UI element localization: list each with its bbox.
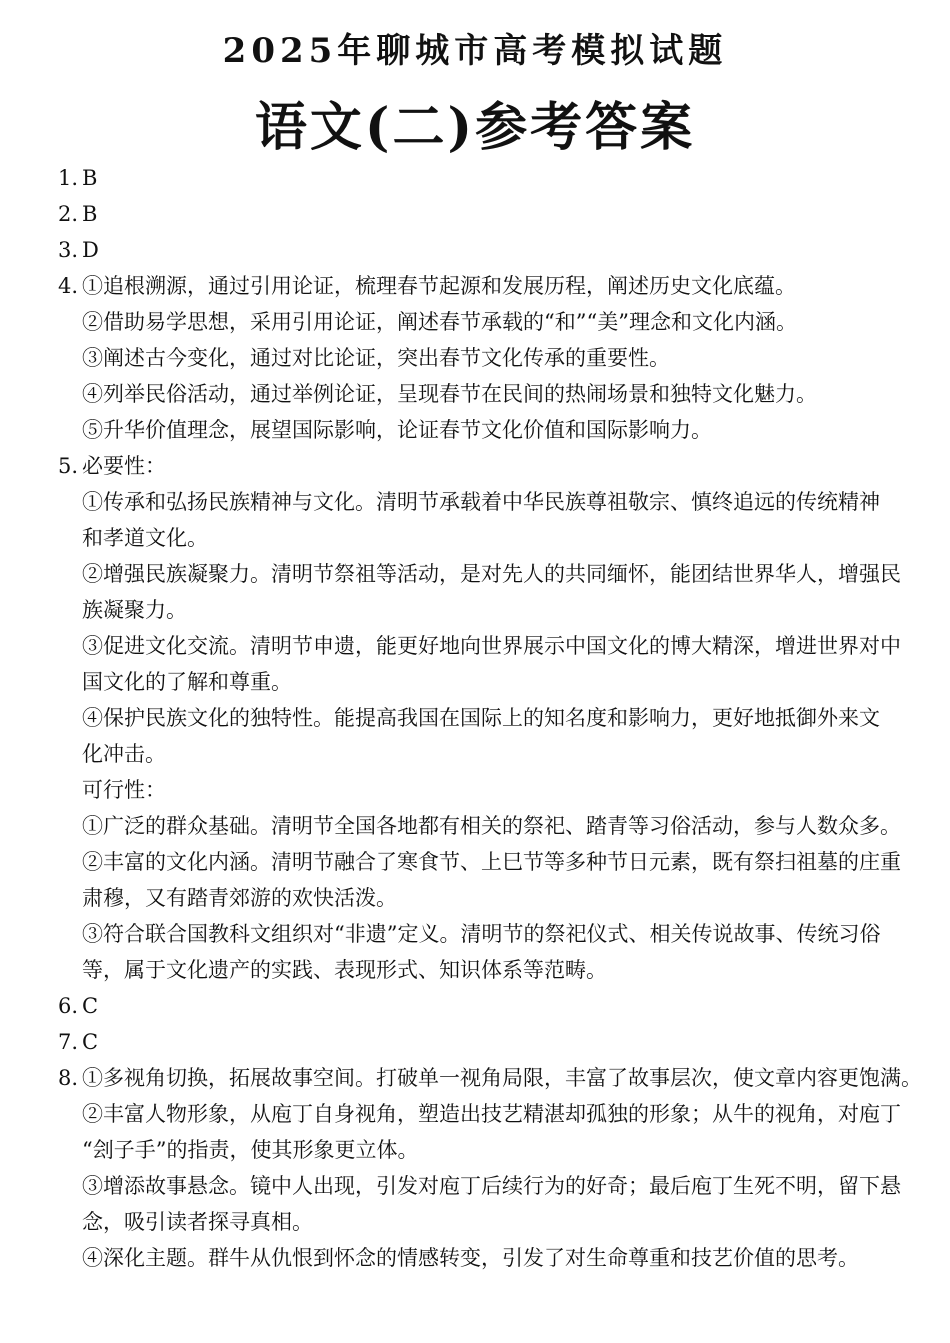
answer-line: 国文化的了解和尊重。 bbox=[82, 670, 292, 694]
answer-line: 族凝聚力。 bbox=[82, 598, 187, 622]
answer-line: ②增强民族凝聚力。清明节祭祖等活动，是对先人的共同缅怀，能团结世界华人，增强民 bbox=[82, 562, 901, 586]
answer-line: ③增添故事悬念。镜中人出现，引发对庖丁后续行为的好奇；最后庖丁生死不明，留下悬 bbox=[82, 1174, 901, 1198]
answer-line: ②丰富的文化内涵。清明节融合了寒食节、上巳节等多种节日元素，既有祭扫祖墓的庄重 bbox=[82, 850, 901, 874]
question-number: 3. bbox=[58, 238, 79, 262]
answer-line: ③符合联合国教科文组织对“非遗”定义。清明节的祭祀仪式、相关传说故事、传统习俗 bbox=[82, 922, 881, 946]
answer-line: ④保护民族文化的独特性。能提高我国在国际上的知名度和影响力，更好地抵御外来文 bbox=[82, 706, 880, 730]
answer-line: ①传承和弘扬民族精神与文化。清明节承载着中华民族尊祖敬宗、慎终追远的传统精神 bbox=[82, 490, 880, 514]
question-number: 7. bbox=[58, 1030, 79, 1054]
answer-item-5 bbox=[58, 448, 928, 988]
answer-key-title: 语文(二)参考答案 bbox=[254, 97, 696, 158]
answer-text: C bbox=[82, 994, 99, 1018]
answer-item-7 bbox=[58, 1024, 928, 1060]
question-number: 5. bbox=[58, 454, 79, 478]
answer-line: ①追根溯源，通过引用论证，梳理春节起源和发展历程，阐述历史文化底蕴。 bbox=[82, 274, 796, 298]
answer-line: 肃穆，又有踏青郊游的欢快活泼。 bbox=[82, 886, 397, 910]
answer-item-8 bbox=[58, 1060, 928, 1276]
answer-line: 和孝道文化。 bbox=[82, 526, 208, 550]
answer-item-2 bbox=[58, 196, 928, 232]
answer-item-3 bbox=[58, 232, 928, 268]
answer-line: ②借助易学思想，采用引用论证，阐述春节承载的“和”“美”理念和文化内涵。 bbox=[82, 310, 797, 334]
question-number: 8. bbox=[58, 1066, 79, 1090]
question-number: 6. bbox=[58, 994, 79, 1018]
answer-line: ③促进文化交流。清明节申遗，能更好地向世界展示中国文化的博大精深，增进世界对中 bbox=[82, 634, 901, 658]
answer-line: “刽子手”的指责，使其形象更立体。 bbox=[82, 1138, 419, 1162]
answer-line: ④列举民俗活动，通过举例论证，呈现春节在民间的热闹场景和独特文化魅力。 bbox=[82, 382, 817, 406]
answer-text: B bbox=[82, 166, 98, 190]
answer-text: B bbox=[82, 202, 98, 226]
answer-line: 化冲击。 bbox=[82, 742, 166, 766]
answer-line: ③阐述古今变化，通过对比论证，突出春节文化传承的重要性。 bbox=[82, 346, 670, 370]
answer-item-4 bbox=[58, 268, 928, 448]
answer-text: D bbox=[82, 238, 99, 262]
answer-line: ⑤升华价值理念，展望国际影响，论证春节文化价值和国际影响力。 bbox=[82, 418, 712, 442]
answer-line: ①多视角切换，拓展故事空间。打破单一视角局限，丰富了故事层次，使文章内容更饱满。 bbox=[82, 1066, 922, 1090]
question-number: 1. bbox=[58, 166, 79, 190]
necessity-label: 必要性： bbox=[82, 454, 166, 478]
answer-line: ①广泛的群众基础。清明节全国各地都有相关的祭祀、踏青等习俗活动，参与人数众多。 bbox=[82, 814, 901, 838]
feasibility-label: 可行性： bbox=[82, 778, 166, 802]
question-number: 4. bbox=[58, 274, 79, 298]
answer-text: C bbox=[82, 1030, 99, 1054]
answer-line: 等，属于文化遗产的实践、表现形式、知识体系等范畴。 bbox=[82, 958, 607, 982]
exam-title: 2025年聊城市高考模拟试题 bbox=[222, 31, 728, 71]
answer-line: 念，吸引读者探寻真相。 bbox=[82, 1210, 313, 1234]
answer-line: ④深化主题。群牛从仇恨到怀念的情感转变，引发了对生命尊重和技艺价值的思考。 bbox=[82, 1246, 859, 1270]
answer-body bbox=[58, 160, 928, 1276]
answer-line: ②丰富人物形象，从庖丁自身视角，塑造出技艺精湛却孤独的形象；从牛的视角，对庖丁 bbox=[82, 1102, 901, 1126]
question-number: 2. bbox=[58, 202, 79, 226]
answer-item-1 bbox=[58, 160, 928, 196]
answer-item-6 bbox=[58, 988, 928, 1024]
